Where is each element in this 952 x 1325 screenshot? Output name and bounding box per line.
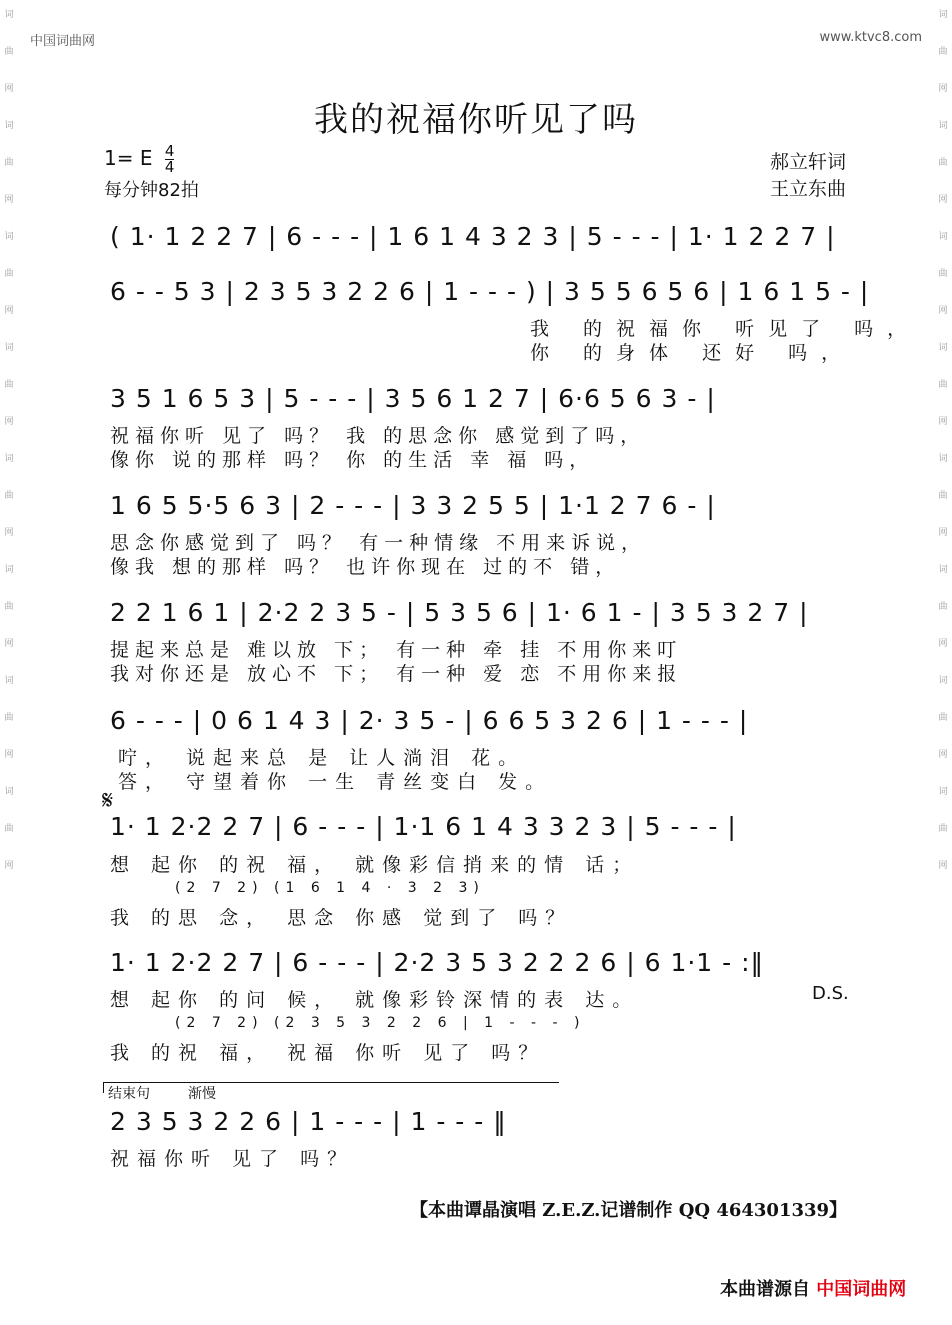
lyrics-row-8-verse-2: 我 的祝 福， 祝福 你听 见了 吗？	[110, 1042, 546, 1064]
ending-bracket	[103, 1082, 559, 1093]
lyrics-row-2-verse-2: 你 的身体 还好 吗，	[530, 342, 855, 364]
notation-row-7: 1· 1 2·2 2 7 | 6 - - - | 1·1 6 1 4 3 3 2 3 | 5 - - - |	[110, 812, 737, 841]
composer-credit: 王立东曲	[769, 178, 846, 200]
key-signature: 1= E $\frac{4}{4}$	[104, 142, 175, 176]
side-watermark-right: 词 曲 网 词 曲 网 词 曲 网 词 曲 网 词 曲 网 词 曲 网 词 曲 网 词 曲 网	[938, 10, 948, 871]
lyrics-row-2-verse-1: 我 的祝福你 听见了 吗，	[530, 318, 921, 340]
lyrics-row-8-verse-1: 想 起你 的问 候， 就像彩铃深情的表 达。	[110, 989, 640, 1011]
notation-row-3: 3 5 1 6 5 3 | 5 - - - | 3 5 6 1 2 7 | 6·6 5 6 3 - |	[110, 384, 716, 413]
site-name-left: 中国词曲网	[30, 34, 96, 49]
notation-row-5: 2 2 1 6 1 | 2·2 2 3 5 - | 5 3 5 6 | 1· 6 1 - | 3 5 3 2 7 |	[110, 598, 809, 627]
segno-sign: 𝄋	[102, 786, 114, 816]
song-title: 我的祝福你听见了吗	[314, 100, 638, 140]
notation-row-8: 1· 1 2·2 2 7 | 6 - - - | 2·2 3 5 3 2 2 2 6 | 6 1·1 - :‖	[110, 948, 765, 977]
lyrics-row-5-verse-1: 提起来总是 难以放 下； 有一种 牵 挂 不用你来叮	[110, 639, 683, 661]
source-label: 本曲谱源自	[720, 1279, 810, 1300]
source-note	[720, 1275, 906, 1301]
source-site-link[interactable]: 中国词曲网	[816, 1279, 907, 1300]
lyrics-row-7-verse-2: 我 的思 念， 思念 你感 觉到了 吗？	[110, 907, 573, 929]
alt-notes-row-8: (2 7 2) (2 3 5 3 2 2 6 | 1 - - - )	[175, 1015, 586, 1031]
notation-row-4: 1 6 5 5·5 6 3 | 2 - - - | 3 3 2 5 5 | 1·1 2 7 6 - |	[110, 491, 716, 520]
site-url-right: www.ktvc8.com	[819, 30, 922, 45]
lyrics-row-4-verse-1: 思念你感觉到了 吗？ 有一种情缘 不用来诉说，	[110, 532, 647, 554]
lyrics-row-3-verse-2: 像你 说的那样 吗？ 你 的生活 幸 福 吗，	[110, 449, 595, 471]
lyricist-credit: 郝立轩词	[769, 151, 846, 173]
lyrics-row-4-verse-2: 像我 想的那样 吗？ 也许你现在 过的不 错，	[110, 556, 621, 578]
ending-label: 结束句	[108, 1086, 150, 1102]
notation-row-1: ( 1· 1 2 2 7 | 6 - - - | 1 6 1 4 3 2 3 | 5 - - - | 1· 1 2 2 7 |	[110, 222, 836, 251]
side-watermark-left: 词 曲 网 词 曲 网 词 曲 网 词 曲 网 词 曲 网 词 曲 网 词 曲 网 词 曲 网	[4, 10, 14, 871]
notation-row-6: 6 - - - | 0 6 1 4 3 | 2· 3 5 - | 6 6 5 3 2 6 | 1 - - - |	[110, 706, 749, 735]
ritardando-label: 渐慢	[188, 1086, 216, 1102]
lyrics-row-7-verse-1: 想 起你 的祝 福， 就像彩信捎来的情 话；	[110, 854, 640, 876]
lyrics-row-6-verse-1: 咛， 说起来总 是 让人淌泪 花。	[118, 747, 526, 769]
lyrics-row-3-verse-1: 祝福你听 见了 吗？ 我 的思念你 感觉到了吗，	[110, 425, 646, 447]
performance-credit: 【本曲谭晶演唱 Z.E.Z.记谱制作 QQ 464301339】	[410, 1200, 848, 1221]
notation-row-9: 2 3 5 3 2 2 6 | 1 - - - | 1 - - - ‖	[110, 1107, 507, 1136]
time-signature: $\frac{4}{4}$	[164, 142, 175, 176]
alt-notes-row-7: (2 7 2) (1 6 1 4 · 3 2 3)	[175, 880, 485, 896]
tempo-marking: 每分钟82拍	[104, 180, 199, 201]
notation-row-2: 6 - - 5 3 | 2 3 5 3 2 2 6 | 1 - - - ) | 3 5 5 6 5 6 | 1 6 1 5 - |	[110, 277, 870, 306]
lyrics-row-5-verse-2: 我对你还是 放心不 下； 有一种 爱 恋 不用你来报	[110, 663, 683, 685]
lyrics-row-6-verse-2: 答， 守望着你 一生 青丝变白 发。	[118, 771, 553, 793]
dal-segno-mark: D.S.	[812, 983, 849, 1004]
lyrics-row-9: 祝福你听 见了 吗？	[110, 1148, 355, 1170]
